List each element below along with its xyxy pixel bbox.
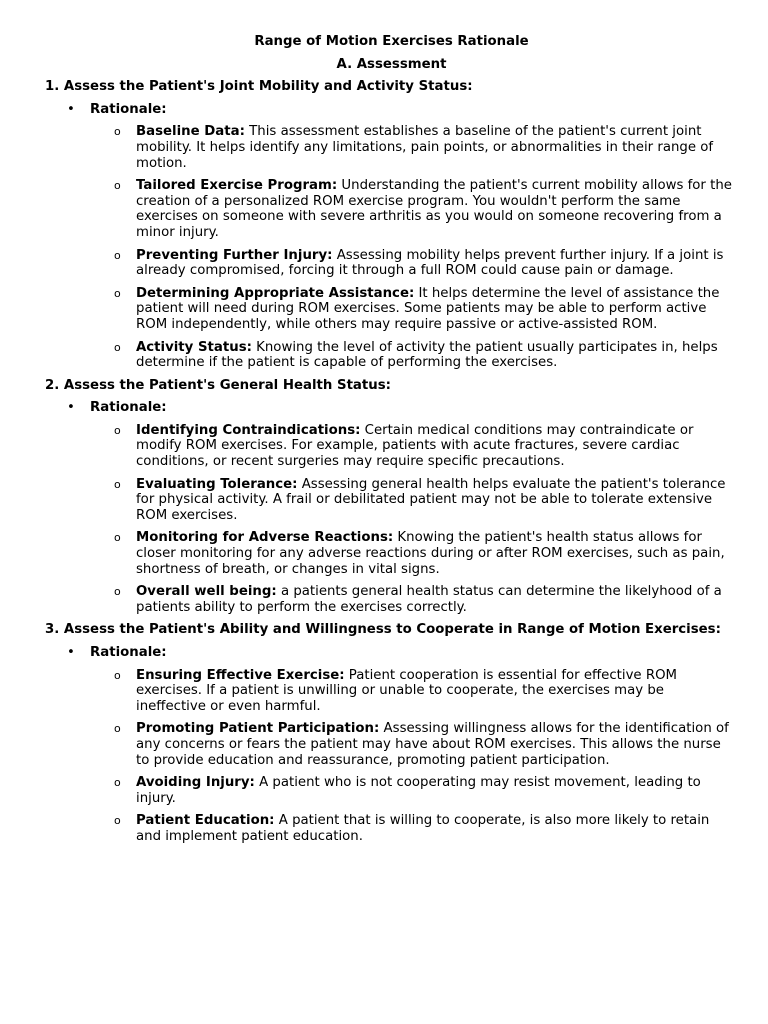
circle-bullet-icon: o [114,585,121,599]
list-item [45,477,738,524]
list-item [45,584,738,615]
item-term: Avoiding Injury: [136,775,255,791]
list-item [45,178,738,240]
item-term: Monitoring for Adverse Reactions: [136,530,394,546]
item-text: Assessing general health helps evaluate the patient's tolerance for physical activity. A frail or debilitated patient may not be able to tolerate extensive ROM exercises. [136,476,726,523]
section-heading: 1. Assess the Patient's Joint Mobility and Activity Status: [45,79,473,95]
rationale-list [45,668,738,845]
list-item [45,423,738,470]
rationale-label: Rationale: [90,400,167,416]
item-term: Preventing Further Injury: [136,247,333,263]
list-item [45,775,738,806]
item-text: This assessment establishes a baseline of the patient's current joint mobility. It helps identify any limitations, pain points, or abnormalities in their range of motion. [136,124,714,171]
document-subtitle: A. Assessment [336,56,447,72]
rationale-bullet [45,400,738,416]
item-term: Determining Appropriate Assistance: [136,285,415,301]
rationale-list [45,124,738,370]
item-term: Patient Education: [136,813,275,829]
item-text: Knowing the patient's health status allows for closer monitoring for any adverse reactions during or after ROM exercises, such as pain, shortness of breath, or changes in vital signs. [136,530,725,577]
section [45,378,738,616]
list-item [45,340,738,371]
bullet-icon: • [67,645,75,660]
circle-bullet-icon: o [114,776,121,790]
bullet-icon: • [67,400,75,416]
item-text: Assessing mobility helps prevent further injury. If a joint is already compromised, forcing it through a full ROM could cause pain or damage. [136,247,724,279]
section [45,79,738,371]
item-text: a patients general health status can determine the likelyhood of a patients ability to perform the exercises correctly. [136,584,722,615]
section-heading: 3. Assess the Patient's Ability and Willingness to Cooperate in Range of Motion Exercises: [45,622,721,638]
list-item [45,530,738,577]
item-term: Identifying Contraindications: [136,422,361,438]
item-term: Tailored Exercise Program: [136,178,338,194]
item-term: Activity Status: [136,339,252,355]
item-term: Ensuring Effective Exercise: [136,667,345,683]
rationale-label: Rationale: [90,645,167,660]
list-item [45,286,738,333]
item-text: Understanding the patient's current mobility allows for the creation of a personalized ROM exercise program. You wouldn't perform the same exercises on someone with severe arthritis as you would on someone recovering from a minor injury. [136,178,732,240]
item-term: Baseline Data: [136,124,245,140]
rationale-bullet [45,645,738,661]
list-item [45,248,738,279]
list-item [45,668,738,715]
list-item [45,721,738,768]
section-heading: 2. Assess the Patient's General Health Status: [45,377,391,393]
list-item [45,813,738,844]
item-text: Patient cooperation is essential for effective ROM exercises. If a patient is unwilling or unable to cooperate, the exercises may be ineffective or even harmful. [136,667,678,714]
rationale-list [45,423,738,616]
list-item [45,124,738,171]
item-text: Certain medical conditions may contraindicate or modify ROM exercises. For example, patients with acute fractures, severe cardiac conditions, or recent surgeries may require specific precautions. [136,422,694,470]
rationale-bullet [45,102,738,118]
item-term: Evaluating Tolerance: [136,476,298,492]
item-text: Knowing the level of activity the patient usually participates in, helps determine if the patient is capable of performing the exercises. [136,339,718,371]
section [45,622,738,844]
circle-bullet-icon: o [114,668,121,682]
circle-bullet-icon: o [114,286,121,300]
item-text: Assessing willingness allows for the identification of any concerns or fears the patient may have about ROM exercises. This allows the nurse to provide education and reassurance, promoting patient participation. [136,721,729,768]
circle-bullet-icon: o [114,477,121,491]
circle-bullet-icon: o [114,423,121,437]
circle-bullet-icon: o [114,722,121,736]
document-title: Range of Motion Exercises Rationale [254,34,529,49]
circle-bullet-icon: o [114,340,121,354]
circle-bullet-icon: o [114,179,121,193]
circle-bullet-icon: o [114,248,121,262]
circle-bullet-icon: o [114,125,121,139]
bullet-icon: • [67,101,75,117]
item-term: Overall well being: [136,584,277,600]
rationale-label: Rationale: [90,101,167,117]
item-text: A patient that is willing to cooperate, is also more likely to retain and implement patient education. [136,813,710,844]
circle-bullet-icon: o [114,814,121,828]
item-text: A patient who is not cooperating may resist movement, leading to injury. [136,775,701,806]
item-text: It helps determine the level of assistance the patient will need during ROM exercises. Some patients may be able to perform active ROM independently, while others may require passive or active-assisted ROM. [136,285,720,332]
circle-bullet-icon: o [114,531,121,545]
item-term: Promoting Patient Participation: [136,721,380,737]
